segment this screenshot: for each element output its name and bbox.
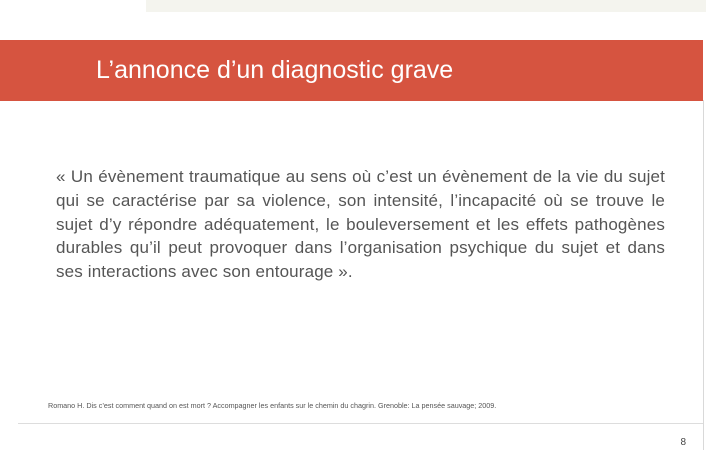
title-bar (0, 40, 703, 101)
reference-citation: Romano H. Dis c’est comment quand on est mort ? Accompagner les enfants sur le chemin du chagrin. Grenoble: La pensée sauvage; 2009. (48, 401, 497, 410)
quote-text: « Un évènement traumatique au sens où c’est un évènement de la vie du sujet qui se caractérise par sa violence, son intensité, l’incapacité où se trouve le sujet d’y répondre adéquatement, le bouleversement et les effets pathogènes durables qu’il peut provoquer dans l’organisation psychique du sujet et dans ses interactions avec son entourage ». (56, 167, 665, 282)
top-decorative-strip (146, 0, 706, 12)
slide-right-edge (703, 100, 704, 450)
slide-title: L’annonce d’un diagnostic grave (96, 56, 454, 84)
footer-divider (18, 423, 703, 424)
page-number: 8 (680, 437, 686, 448)
